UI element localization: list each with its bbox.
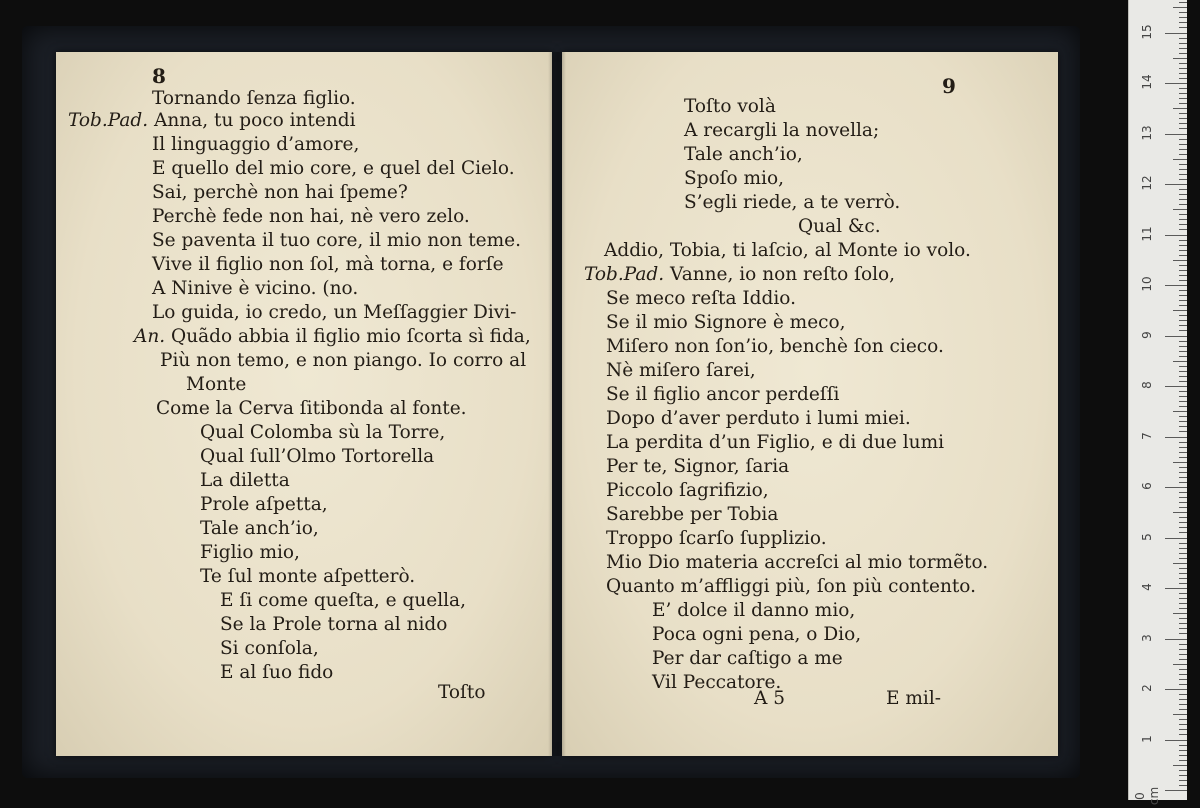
ruler-tick <box>1179 442 1187 443</box>
ruler-tick <box>1179 573 1187 574</box>
line-text: Monte <box>186 374 247 395</box>
ruler-tick <box>1179 154 1187 155</box>
ruler-tick <box>1179 144 1187 145</box>
ruler-tick <box>1179 517 1187 518</box>
line-text: A Ninive è vicino. (no. <box>152 278 359 299</box>
ruler-tick <box>1173 563 1187 564</box>
ruler-tick <box>1179 68 1187 69</box>
ruler-tick <box>1179 482 1187 483</box>
text-line <box>606 408 911 430</box>
text-line <box>606 384 839 406</box>
ruler-tick <box>1179 633 1187 634</box>
line-text: Quanto m’affliggi più, ſon più contento. <box>606 576 976 597</box>
ruler-tick <box>1179 431 1187 432</box>
ruler-tick <box>1179 12 1187 13</box>
ruler-tick <box>1179 558 1187 559</box>
ruler-tick <box>1179 300 1187 301</box>
ruler-tick <box>1179 280 1187 281</box>
line-text: Addio, Tobia, ti laſcio, al Monte io volo. <box>604 240 971 261</box>
text-line <box>684 192 900 214</box>
text-line <box>606 456 789 478</box>
speaker-label: Tob.Pad. <box>584 264 665 285</box>
line-text: Se il mio Signore è meco, <box>606 312 846 333</box>
ruler-tick <box>1179 295 1187 296</box>
ruler-tick <box>1179 684 1187 685</box>
ruler-tick <box>1179 679 1187 680</box>
text-line <box>200 542 300 564</box>
text-line <box>200 446 434 468</box>
text-line <box>606 576 976 598</box>
line-text: Se il figlio ancor perdeſſi <box>606 384 840 405</box>
text-line <box>606 480 769 502</box>
ruler-label: 10 <box>1140 276 1154 292</box>
ruler-tick <box>1179 724 1187 725</box>
ruler-tick <box>1179 189 1187 190</box>
ruler-tick <box>1179 250 1187 251</box>
ruler-tick <box>1179 719 1187 720</box>
ruler-tick <box>1179 401 1187 402</box>
text-line <box>652 624 861 646</box>
ruler-tick <box>1165 588 1187 589</box>
ruler-tick <box>1179 320 1187 321</box>
ruler-tick <box>1165 689 1187 690</box>
ruler-tick <box>1179 73 1187 74</box>
ruler-label: 13 <box>1140 124 1154 141</box>
ruler-label: 12 <box>1140 175 1154 191</box>
ruler-tick <box>1179 447 1187 448</box>
ruler-tick <box>1165 83 1187 84</box>
ruler-tick <box>1165 33 1187 34</box>
ruler-label: 1 <box>1140 734 1154 743</box>
line-text: Qual Colomba sù la Torre, <box>200 422 446 443</box>
ruler-tick <box>1179 381 1187 382</box>
ruler-tick <box>1179 780 1187 781</box>
ruler-tick <box>1179 734 1187 735</box>
ruler-tick <box>1179 199 1187 200</box>
text-line <box>152 88 356 110</box>
ruler-label: 7 <box>1140 431 1154 440</box>
ruler-tick <box>1179 17 1187 18</box>
text-line <box>606 336 944 358</box>
ruler-tick <box>1179 477 1187 478</box>
ruler-tick <box>1179 214 1187 215</box>
ruler-tick <box>1179 98 1187 99</box>
ruler-tick <box>1165 235 1187 236</box>
ruler-tick <box>1179 603 1187 604</box>
ruler-tick <box>1179 93 1187 94</box>
ruler-tick <box>1179 341 1187 342</box>
ruler-tick <box>1179 492 1187 493</box>
ruler-tick <box>1179 644 1187 645</box>
ruler-tick <box>1173 108 1187 109</box>
ruler-tick <box>1179 139 1187 140</box>
ruler-tick <box>1179 169 1187 170</box>
ruler-tick <box>1179 270 1187 271</box>
line-text: Qual &c. <box>798 216 881 237</box>
ruler-tick <box>1179 391 1187 392</box>
ruler-tick <box>1179 583 1187 584</box>
line-text: Se la Prole torna al nido <box>220 614 448 635</box>
text-line <box>152 230 521 252</box>
line-text: E al ſuo fido <box>220 662 334 683</box>
text-line <box>684 120 879 142</box>
line-text: Toſto volà <box>684 96 776 117</box>
ruler-label: 15 <box>1140 23 1154 40</box>
ruler-tick <box>1179 290 1187 291</box>
line-text: Perchè fede non hai, nè vero zelo. <box>152 206 470 227</box>
ruler-tick <box>1179 224 1187 225</box>
line-text: E ſi come queſta, e quella, <box>220 590 466 611</box>
ruler-tick <box>1179 103 1187 104</box>
ruler-tick <box>1179 174 1187 175</box>
right-page-number: 9 <box>942 74 956 98</box>
text-line <box>68 110 356 132</box>
ruler-tick <box>1165 538 1187 539</box>
ruler-tick <box>1179 255 1187 256</box>
ruler-tick <box>1179 245 1187 246</box>
text-line <box>604 240 971 262</box>
ruler-tick <box>1173 613 1187 614</box>
text-line <box>606 528 827 550</box>
text-line <box>200 518 319 540</box>
ruler-tick <box>1179 659 1187 660</box>
line-text: Te ſul monte aſpetterò. <box>200 566 416 587</box>
ruler-tick <box>1179 527 1187 528</box>
ruler-label: 11 <box>1140 225 1154 242</box>
ruler-label: 8 <box>1140 381 1154 389</box>
ruler-tick <box>1173 209 1187 210</box>
ruler-tick <box>1179 149 1187 150</box>
line-text: Prole aſpetta, <box>200 494 328 515</box>
ruler-tick <box>1165 134 1187 135</box>
ruler-tick <box>1179 543 1187 544</box>
ruler-tick <box>1173 7 1187 8</box>
text-line <box>684 144 803 166</box>
speaker-label: An. <box>134 326 166 347</box>
text-line <box>152 158 515 180</box>
ruler-tick <box>1179 63 1187 64</box>
speaker-label: Tob.Pad. <box>68 110 149 131</box>
line-text: E’ dolce il danno mio, <box>652 600 856 621</box>
right-signature: A 5 <box>754 688 786 709</box>
ruler-tick <box>1179 472 1187 473</box>
ruler-tick <box>1179 396 1187 397</box>
ruler-tick <box>1165 487 1187 488</box>
text-line <box>152 206 470 228</box>
ruler-tick <box>1173 159 1187 160</box>
line-text: Tale anch’io, <box>200 518 319 539</box>
ruler-tick <box>1179 164 1187 165</box>
ruler-tick <box>1179 53 1187 54</box>
line-text: Qual ſull’Olmo Tortorella <box>200 446 435 467</box>
right-catchword: E mil- <box>886 688 942 709</box>
book-gutter <box>548 52 566 756</box>
ruler-tick <box>1179 674 1187 675</box>
ruler-tick <box>1179 623 1187 624</box>
text-line <box>606 552 988 574</box>
text-line <box>684 96 776 118</box>
line-text: Troppo ſcarſo ſupplizio. <box>606 528 827 549</box>
ruler-tick <box>1179 123 1187 124</box>
text-line <box>652 600 855 622</box>
ruler-tick <box>1165 184 1187 185</box>
line-text: La perdita d’un Figlio, e di due lumi <box>606 432 945 453</box>
ruler-label: 4 <box>1140 583 1154 591</box>
text-line <box>152 278 358 300</box>
ruler-tick <box>1179 593 1187 594</box>
ruler-tick <box>1179 421 1187 422</box>
ruler-tick <box>1165 639 1187 640</box>
ruler-tick <box>1179 346 1187 347</box>
ruler-tick <box>1179 618 1187 619</box>
ruler-tick <box>1179 694 1187 695</box>
ruler-tick <box>1179 654 1187 655</box>
ruler-tick <box>1165 790 1187 791</box>
ruler-tick <box>1179 325 1187 326</box>
text-line <box>220 590 466 612</box>
ruler-tick <box>1179 305 1187 306</box>
ruler-tick <box>1179 426 1187 427</box>
ruler-tick <box>1179 22 1187 23</box>
ruler-tick <box>1179 709 1187 710</box>
ruler-label: 2 <box>1140 684 1154 692</box>
left-page-number: 8 <box>152 64 166 88</box>
ruler-tick <box>1173 411 1187 412</box>
line-text: Vil Peccatore. <box>652 672 782 693</box>
ruler-tick <box>1179 78 1187 79</box>
ruler-tick <box>1179 194 1187 195</box>
ruler-tick <box>1179 507 1187 508</box>
ruler-tick <box>1179 275 1187 276</box>
ruler-tick <box>1179 366 1187 367</box>
line-text: Se paventa il tuo core, il mio non teme. <box>152 230 521 251</box>
ruler-tick <box>1179 240 1187 241</box>
text-line <box>200 494 328 516</box>
line-text: Anna, tu poco intendi <box>154 110 356 131</box>
text-line <box>584 264 895 286</box>
ruler-tick <box>1179 43 1187 44</box>
line-text: Come la Cerva ſitibonda al fonte. <box>156 398 467 419</box>
ruler-label: 9 <box>1140 330 1154 339</box>
ruler-tick <box>1179 118 1187 119</box>
right-page <box>562 52 1058 756</box>
line-text: Mio Dio materia accreſci al mio tormẽto. <box>606 552 989 573</box>
line-text: Spoſo mio, <box>684 168 784 189</box>
ruler-tick <box>1165 437 1187 438</box>
ruler-label: 6 <box>1140 482 1154 490</box>
ruler-tick <box>1179 760 1187 761</box>
line-text: Figlio mio, <box>200 542 300 563</box>
line-text: Per te, Signor, ſaria <box>606 456 790 477</box>
line-text: Si conſola, <box>220 638 319 659</box>
ruler-tick <box>1179 204 1187 205</box>
ruler-tick <box>1179 775 1187 776</box>
ruler-tick <box>1179 406 1187 407</box>
ruler-tick <box>1179 532 1187 533</box>
ruler-tick <box>1179 785 1187 786</box>
ruler-tick <box>1173 260 1187 261</box>
line-text: La diletta <box>200 470 290 491</box>
ruler-tick <box>1179 229 1187 230</box>
ruler-tick <box>1179 330 1187 331</box>
ruler-tick <box>1173 714 1187 715</box>
ruler-tick <box>1179 770 1187 771</box>
ruler-tick <box>1173 512 1187 513</box>
text-line <box>156 398 467 420</box>
line-text: S’egli riede, a te verrò. <box>684 192 901 213</box>
ruler-tick <box>1179 649 1187 650</box>
ruler-tick <box>1179 48 1187 49</box>
ruler-label: 14 <box>1140 74 1154 90</box>
ruler-tick <box>1173 765 1187 766</box>
line-text: Se meco reſta Iddio. <box>606 288 796 309</box>
ruler-label: 0 cm <box>1133 786 1161 806</box>
text-line <box>200 470 290 492</box>
text-line <box>134 326 531 348</box>
ruler-tick <box>1179 351 1187 352</box>
line-text: A recargli la novella; <box>684 120 880 141</box>
text-line <box>652 648 843 670</box>
ruler-tick <box>1179 38 1187 39</box>
ruler-tick <box>1179 27 1187 28</box>
line-text: Dopo d’aver perduto i lumi miei. <box>606 408 911 429</box>
line-text: Sai, perchè non hai ſpeme? <box>152 182 408 203</box>
ruler-tick <box>1179 704 1187 705</box>
ruler-tick <box>1179 548 1187 549</box>
line-text: Più non temo, e non piango. Io corro al <box>160 350 527 371</box>
line-text: Il linguaggio d’amore, <box>152 134 360 155</box>
ruler-tick <box>1165 285 1187 286</box>
ruler-tick <box>1179 745 1187 746</box>
ruler-tick <box>1165 336 1187 337</box>
text-line <box>684 168 784 190</box>
ruler-tick <box>1179 315 1187 316</box>
ruler-tick <box>1179 376 1187 377</box>
text-line <box>152 182 408 204</box>
left-catchword: Toſto <box>438 682 486 703</box>
ruler-tick <box>1179 502 1187 503</box>
text-line <box>152 254 504 276</box>
ruler-tick <box>1165 386 1187 387</box>
text-line <box>220 662 333 684</box>
text-line <box>186 374 246 396</box>
ruler-tick <box>1165 740 1187 741</box>
line-text: Lo guida, io credo, un Meſſaggier Divi- <box>152 302 517 323</box>
ruler-tick <box>1179 750 1187 751</box>
text-line <box>798 216 881 238</box>
text-line <box>200 566 415 588</box>
line-text: Per dar caſtigo a me <box>652 648 843 669</box>
measuring-ruler <box>1128 0 1187 806</box>
ruler-tick <box>1179 467 1187 468</box>
ruler-label: 5 <box>1140 532 1154 541</box>
line-text: Nè miſero ſarei, <box>606 360 756 381</box>
text-line <box>220 638 319 660</box>
text-line <box>200 422 445 444</box>
line-text: E quello del mio core, e quel del Cielo. <box>152 158 515 179</box>
ruler-label: 3 <box>1140 633 1154 642</box>
ruler-tick <box>1179 452 1187 453</box>
ruler-tick <box>1179 522 1187 523</box>
text-line <box>606 312 846 334</box>
ruler-tick <box>1179 669 1187 670</box>
text-line <box>606 288 796 310</box>
text-line <box>606 504 778 526</box>
text-line <box>220 614 447 636</box>
line-text: Miſero non ſon’io, benchè ſon cieco. <box>606 336 944 357</box>
ruler-tick <box>1179 598 1187 599</box>
ruler-tick <box>1179 113 1187 114</box>
text-line <box>606 360 756 382</box>
line-text: Tornando ſenza figlio. <box>152 88 356 109</box>
ruler-tick <box>1179 608 1187 609</box>
ruler-tick <box>1179 568 1187 569</box>
ruler-tick <box>1179 699 1187 700</box>
ruler-tick <box>1179 371 1187 372</box>
line-text: Piccolo ſagrifizio, <box>606 480 769 501</box>
ruler-tick <box>1179 553 1187 554</box>
text-line <box>152 134 359 156</box>
text-line <box>606 432 944 454</box>
line-text: Vive il figlio non ſol, mà torna, e forſe <box>152 254 504 275</box>
ruler-tick <box>1179 2 1187 3</box>
text-line <box>152 302 516 324</box>
ruler-tick <box>1173 462 1187 463</box>
ruler-tick <box>1179 88 1187 89</box>
ruler-tick <box>1173 361 1187 362</box>
ruler-tick <box>1173 58 1187 59</box>
ruler-tick <box>1173 310 1187 311</box>
ruler-tick <box>1179 729 1187 730</box>
ruler-tick <box>1179 179 1187 180</box>
ruler-tick <box>1179 128 1187 129</box>
left-page <box>56 52 552 756</box>
line-text: Sarebbe per Tobia <box>606 504 779 525</box>
ruler-tick <box>1179 497 1187 498</box>
ruler-tick <box>1179 265 1187 266</box>
ruler-tick <box>1179 219 1187 220</box>
line-text: Poca ogni pena, o Dio, <box>652 624 862 645</box>
line-text: Vanne, io non reſto ſolo, <box>670 264 896 285</box>
ruler-tick <box>1179 578 1187 579</box>
ruler-tick <box>1179 416 1187 417</box>
ruler-tick <box>1173 664 1187 665</box>
ruler-tick <box>1179 628 1187 629</box>
ruler-tick <box>1179 755 1187 756</box>
ruler-tick <box>1179 457 1187 458</box>
line-text: Quãdo abbia il figlio mio ſcorta sì fida, <box>171 326 531 347</box>
ruler-tick <box>1179 356 1187 357</box>
line-text: Tale anch’io, <box>684 144 803 165</box>
text-line <box>160 350 526 372</box>
